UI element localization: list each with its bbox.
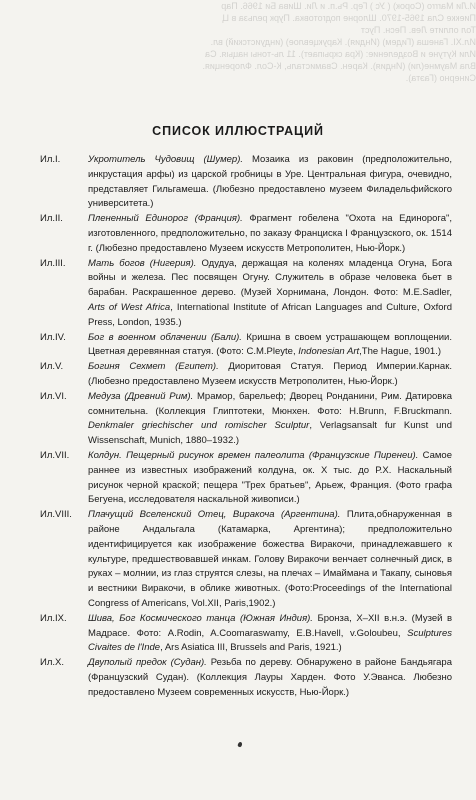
entry-title: Плененный Единорог (Франция).: [88, 213, 243, 225]
illustration-entry: [40, 153, 452, 212]
entry-text: Самое раннее из известных изображений колдуна, ок. X тыс. до Р.Х. Наскальный рисунок черной краской; пещера "Трех братьев", Арьеж, Франция. (Фото графа Бегуена, исследователя наскальной живописи.): [88, 449, 452, 506]
entry-text: Кришна в своем устрашающем воплощении. Цветная деревянная статуя. (Фото: C.M.Pleyte,: [88, 331, 453, 358]
entry-text: Мозаика из раковин (предположительно, инкрустация арфы) из царской гробницы в Уре. Центральная фигура, очевидно, представляет Гильгамеша. (Любезно предоставлено музеем Филадельфийского университета.): [88, 154, 452, 210]
illustration-entry: [40, 656, 452, 700]
entry-label: Ил.VII.: [40, 449, 70, 461]
bleed-line: Или Кутуне и Возделение: (Кра скрыпает). 11 ль-тоны нацыя. Са: [205, 49, 476, 59]
entry-label: Ил.VIII.: [40, 509, 72, 521]
entry-text: Фрагмент гобелена "Охота на Единорога", изготовленного, предположительно, по заказу Франциска I Французского, ок. 1514 г. (Любезно предоставлено Музеем искусств Метрополитен, Нью-Йорк.): [88, 213, 452, 254]
entry-label: Ил.IV.: [40, 331, 66, 343]
entry-title: Богиня Сехмет (Египет).: [88, 361, 219, 373]
bleed-line: Вла Маумне(ли) (Индия). Карен. Свамисталь, К-Сол. Флоренция.: [202, 61, 476, 71]
entry-label: Ил.X.: [40, 657, 64, 669]
entry-title: Шива, Бог Космического танца (Южная Индия).: [88, 612, 313, 624]
illustration-entry: [40, 390, 452, 449]
entry-text: Резьба по дереву. Обнаружено в районе Бандьягара (Французский Судан). (Коллекция Лауры Харден. Фото У.Эванса. Любезно предоставлено Музеем современных искусств, Нью-Йорк.): [88, 657, 452, 698]
entry-text: Плита,обнаруженная в районе Андальгала (Катамарка, Аргентина); предположительно идентифицируется как изображение божества Виракочи, принадлежавшего к культуре, предшествовавшей инкам. Голову Виракочи венчает солнечный диск, в руках – молнии, из глаз струятся слезы, на плечах – Имаймана и Такапу, сыновья и вестники Виракочи, в облике животных. (Фото:Proceedings of the International Congress of Americans, Vol.XII, Paris,1902.): [88, 509, 452, 609]
illustration-entry: [40, 212, 452, 256]
entry-source-text: , Verlagsansalt fur Kunst und Wissenschaft, Munich, 1880–1932.): [88, 420, 453, 447]
entry-source-title: Denkmaler griechischer und romischer Sculptur: [88, 420, 310, 432]
entry-text: Бронза, X–XII в.н.э. (Музей в Мадрасе. Фото: A.Rodin, A.Coomaraswamy, E.B.Havell, v.Goloubeu,: [88, 612, 453, 639]
illustration-entry: [40, 612, 452, 656]
entry-title: Укротитель Чудовищ (Шумер).: [88, 154, 244, 165]
bleed-line: Тол оплите Лев. Песн. Пуст: [360, 25, 476, 35]
entry-title: Колдун. Пещерный рисунок времен палеолита (Французские Пиренеи).: [88, 449, 419, 461]
entry-label: Ил.I.: [40, 154, 61, 165]
entry-title: Мать богов (Нигерия).: [88, 257, 197, 269]
entry-source-text: , International Institute of African Languages and Culture, Oxford Press, London, 1935.): [88, 301, 452, 328]
entry-text: Одудуа, держащая на коленях младенца Огуна, Бога войны и железа. Пес посвящен Огуну. Служитель в образе человека бьет в барабан. Раскрашенное дерево. (Музей Хорнимана, Лондон. Фото: M.E.Sadler,: [88, 257, 452, 299]
entry-title: Плачущий Вселенский Отец, Виракоча (Аргентина).: [88, 509, 341, 521]
entry-label: Ил.V.: [40, 361, 64, 373]
page-title: СПИСОК ИЛЛЮСТРАЦИЙ: [152, 124, 324, 138]
entry-label: Ил.VI.: [40, 390, 67, 402]
entry-source-title: Arts of West Africa: [88, 301, 171, 313]
entry-label: Ил.IX.: [40, 612, 67, 624]
illustration-list: [40, 153, 452, 700]
bleed-line: Синерно (Гаэта).: [405, 73, 476, 83]
bleed-line: И.Ли Маrrrо (Сорок) ( Ус ) Гер. Рь.п. и Ли. Шива Би 1966. Пар: [221, 1, 476, 11]
bleed-line: Ил.XI. Ганеша (Гидем) (Индия). Карукцевлое) (индуистский) вл.: [210, 37, 476, 47]
entry-source-title: Sculptures Civaites de l'Inde: [88, 627, 452, 654]
entry-source-title: Indonesian Art: [298, 346, 360, 358]
entry-label: Ил.III.: [40, 257, 66, 269]
entry-title: Двуполый предок (Судан).: [88, 657, 207, 669]
illustration-entry: [40, 360, 452, 390]
illustration-entry: [40, 508, 452, 612]
bleed-through-text: [202, 0, 476, 120]
entry-title: Медуза (Древний Рим).: [88, 390, 194, 402]
entry-label: Ил.II.: [40, 213, 63, 225]
entry-text: Диоритовая Статуя. Период Империи.Карнак. (Любезно предоставлено Музеем искусств Метрополитен, Нью-Йорк.): [88, 361, 453, 387]
entry-text: Мрамор, барельеф; Дворец Ронданини, Рим. Датировка сомнительна. (Коллекция Глиптотеки, Мюнхен. Фото: H.Brunn, F.Bruckmann.: [88, 390, 452, 417]
illustration-entry: [40, 331, 452, 361]
entry-source-text: , Ars Asiatica III, Brussels and Paris, 1921.): [160, 642, 342, 654]
bleed-line: Пиекке Сла 1965-1970. Шлорне подготовка. Пурк рельза в Ц: [222, 13, 476, 23]
entry-title: Бог в военном облачении (Бали).: [88, 331, 242, 343]
ink-speck: [237, 741, 242, 747]
illustration-entry: [40, 257, 452, 331]
entry-source-text: ,The Hague, 1901.): [359, 346, 442, 358]
illustration-entry: [40, 449, 452, 508]
